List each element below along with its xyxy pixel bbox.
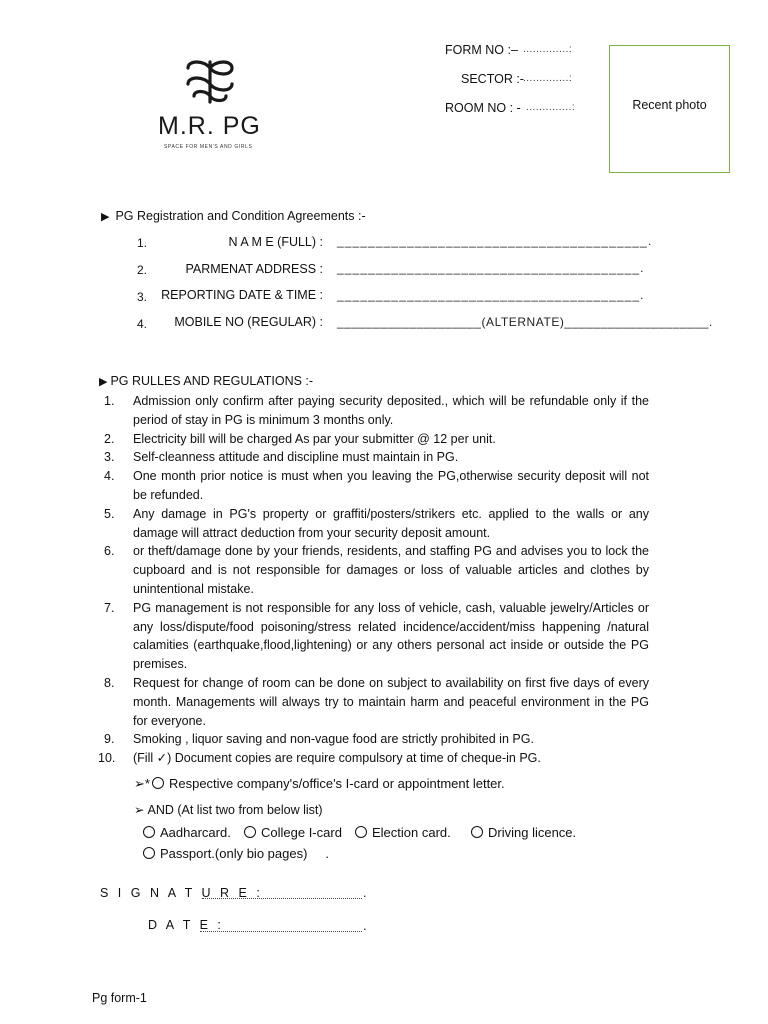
date-field[interactable] <box>200 931 362 932</box>
mobile-label: MOBILE NO (REGULAR) : <box>174 315 323 329</box>
triangle-right-icon: ▶ <box>99 376 108 388</box>
radio-circle-icon[interactable] <box>143 826 155 838</box>
registration-title: ▶ PG Registration and Condition Agreements :- <box>101 209 366 223</box>
radio-circle-icon[interactable] <box>355 826 367 838</box>
signature-end-dot: . <box>363 886 367 900</box>
brand-name: M.R. PG <box>158 112 261 140</box>
form-footer: Pg form-1 <box>92 991 147 1005</box>
radio-circle-icon[interactable] <box>244 826 256 838</box>
rules-list <box>98 392 658 768</box>
reporting-date-label: REPORTING DATE & TIME : <box>161 288 323 302</box>
name-field[interactable]: ________________________________________. <box>337 234 653 248</box>
field-number: 1. <box>137 236 148 250</box>
required-doc-option[interactable]: ➢* Respective company's/office's I-card or appointment letter. <box>134 776 505 791</box>
field-number: 3. <box>137 290 148 304</box>
radio-circle-icon[interactable] <box>471 826 483 838</box>
rule-item: 6. or theft/damage done by your friends, residents, and staffing PG and advises you to lock the cupboard and is not responsible for damages or loss of valuable articles and clothes by unintentional mistake. <box>104 544 649 596</box>
sector-field[interactable]: ..............: <box>523 73 573 84</box>
doc-option-election[interactable]: Election card. <box>355 825 451 840</box>
room-no-label: ROOM NO : - <box>445 101 521 115</box>
reporting-date-field[interactable]: _______________________________________. <box>337 288 645 302</box>
field-number: 4. <box>137 317 148 331</box>
doc-option-college-id[interactable]: College I-card <box>244 825 342 840</box>
rule-item: 8. Request for change of room can be done on subject to availability on first five days of every month. Managements will always try to maintain harm and peaceful environment in the PG for everyone. <box>104 675 649 728</box>
arrow-bullet-icon: ➢ <box>134 803 145 817</box>
rule-item: 9. Smoking , liquor saving and non-vague food are strictly prohibited in PG. <box>104 732 534 747</box>
form-no-field[interactable]: ..............: <box>523 44 573 55</box>
room-no-field[interactable]: ..............: <box>526 102 576 113</box>
rule-item: 1. Admission only confirm after paying security deposited., which will be refundable only if the period of stay in PG is minimum 3 months only. <box>104 394 649 427</box>
rule-item: 4. One month prior notice is must when you leaving the PG,otherwise security deposit will not be refunded. <box>104 469 649 502</box>
rule-item: 5. Any damage in PG's property or graffiti/posters/strikers etc. applied to the walls or any damage will attract deduction from your security deposit amount. <box>104 506 649 540</box>
photo-box[interactable] <box>609 45 730 173</box>
signature-label: S I G N A T U R E : <box>100 886 263 900</box>
rule-item: 10. (Fill ✓) Document copies are require compulsory at time of cheque-in PG. <box>98 751 541 766</box>
sector-label: SECTOR :- <box>461 72 524 86</box>
doc-option-passport[interactable]: Passport.(only bio pages) . <box>143 846 329 861</box>
name-label: N A M E (FULL) : <box>228 235 323 249</box>
photo-label: Recent photo <box>632 98 707 112</box>
field-number: 2. <box>137 263 148 277</box>
rules-title: ▶ PG RULLES AND REGULATIONS :- <box>99 374 314 388</box>
rule-item: 7. PG management is not responsible for any loss of vehicle, cash, valuable jewelry/Articles or any loss/dispute/food poisoning/stress related incidence/accident/miss happening /natural calamities (earthquake,flood,lightening) or any others personal act inside or outside the PG premises. <box>104 600 649 672</box>
arrow-bullet-icon: ➢ <box>134 776 145 791</box>
rule-item: 2. Electricity bill will be charged As par your submitter @ 12 per unit. <box>104 431 496 446</box>
form-no-label: FORM NO :– <box>445 43 518 57</box>
triangle-right-icon: ▶ <box>101 211 110 223</box>
brand-tagline: SPACE FOR MEN'S AND GIRLS <box>164 144 253 150</box>
asterisk-icon: * <box>144 776 150 791</box>
date-end-dot: . <box>363 919 367 933</box>
address-field[interactable]: _______________________________________. <box>337 261 645 275</box>
doc-option-driving[interactable]: Driving licence. <box>471 825 576 840</box>
doc-option-aadhar[interactable]: Aadharcard. <box>143 825 231 840</box>
and-instruction: ➢ AND (At list two from below list) <box>134 803 323 817</box>
infinity-knot-icon <box>158 56 262 108</box>
date-label: D A T E : <box>148 918 224 932</box>
radio-circle-icon[interactable] <box>143 847 155 859</box>
mobile-field[interactable]: ____________________(ALTERNATE)____________________. <box>337 315 713 329</box>
address-label: PARMENAT ADDRESS : <box>185 262 323 276</box>
rule-item: 3. Self-cleanness attitude and discipline must maintain in PG. <box>104 450 459 465</box>
signature-field[interactable] <box>202 898 362 899</box>
radio-circle-icon[interactable] <box>152 777 164 789</box>
